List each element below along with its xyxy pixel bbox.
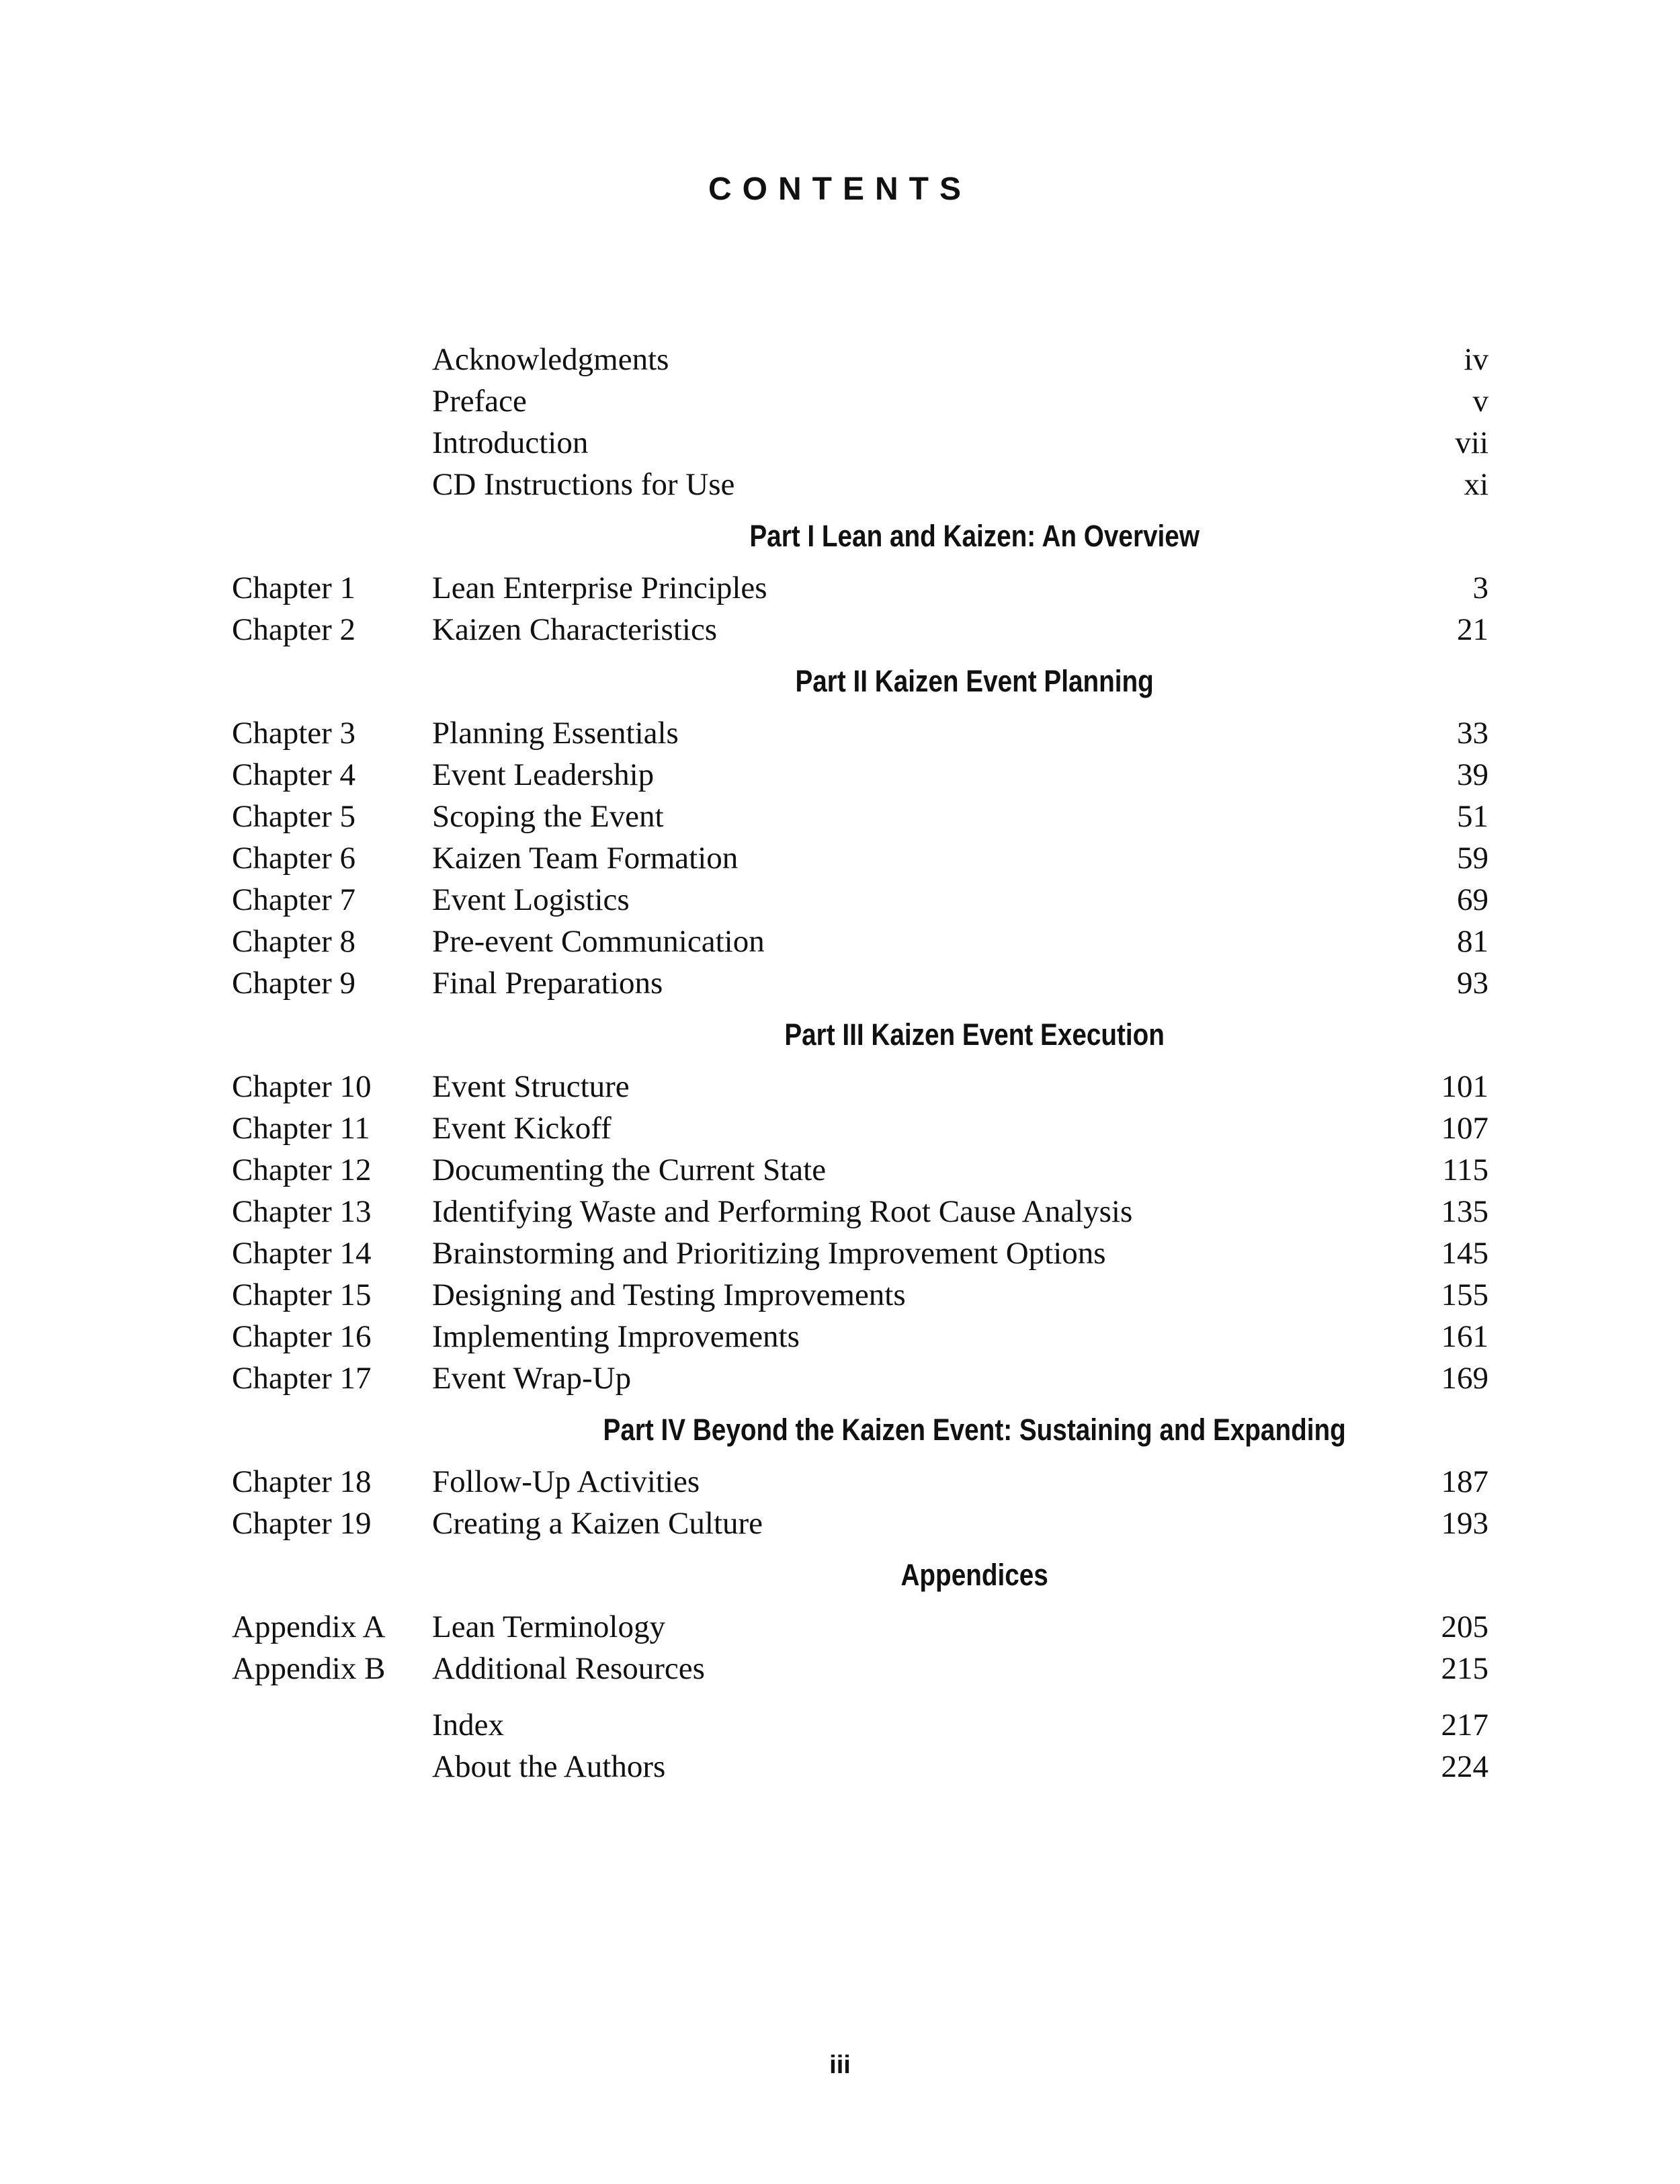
- entry-page-number: 224: [1441, 1749, 1488, 1784]
- entry-title: Follow-Up Activities: [432, 1464, 700, 1499]
- entry-title: CD Instructions for Use: [432, 467, 735, 502]
- part-heading-1: Part I Lean and Kaizen: An Overview: [749, 519, 1200, 553]
- entry-title: Lean Terminology: [432, 1609, 665, 1644]
- entry-page-number: 217: [1441, 1708, 1488, 1742]
- toc-entry-acknowledgments[interactable]: [232, 339, 1488, 380]
- toc-entry-chapter-15[interactable]: [232, 1274, 1488, 1316]
- entry-page-number: xi: [1464, 467, 1488, 502]
- entry-page-number: 193: [1441, 1506, 1488, 1541]
- entry-title: Brainstorming and Prioritizing Improvement Options: [432, 1236, 1106, 1271]
- toc-entry-chapter-6[interactable]: [232, 837, 1488, 879]
- part-heading-3: Part III Kaizen Event Execution: [784, 1017, 1165, 1052]
- entry-page-number: 21: [1457, 612, 1488, 647]
- entry-label: Chapter 3: [232, 716, 356, 751]
- entry-title: Creating a Kaizen Culture: [432, 1506, 763, 1541]
- entry-page-number: 161: [1441, 1319, 1488, 1354]
- entry-page-number: 215: [1441, 1651, 1488, 1686]
- part-heading-4: Part IV Beyond the Kaizen Event: Sustaining and Expanding: [603, 1413, 1346, 1447]
- toc-entry-chapter-17[interactable]: [232, 1357, 1488, 1399]
- toc-entry-chapter-13[interactable]: [232, 1191, 1488, 1232]
- toc-entry-chapter-10[interactable]: [232, 1066, 1488, 1107]
- entry-title: Preface: [432, 384, 527, 419]
- entry-title: Documenting the Current State: [432, 1152, 827, 1187]
- toc-entry-chapter-18[interactable]: [232, 1461, 1488, 1503]
- entry-title: Acknowledgments: [432, 342, 669, 377]
- entry-page-number: vii: [1455, 425, 1488, 460]
- page-number-footer: iii: [829, 2051, 851, 2079]
- entry-title: Event Structure: [432, 1069, 630, 1104]
- entry-label: Chapter 10: [232, 1069, 372, 1104]
- entry-label: Chapter 17: [232, 1361, 372, 1396]
- part-heading-appendices: Appendices: [900, 1558, 1048, 1592]
- entry-page-number: 81: [1457, 924, 1488, 959]
- entry-title: Final Preparations: [432, 966, 663, 1001]
- entry-label: Chapter 5: [232, 799, 356, 834]
- entry-title: Introduction: [432, 425, 589, 460]
- section-spacer: [232, 1689, 1488, 1704]
- toc-entry-chapter-8[interactable]: [232, 921, 1488, 962]
- entry-title: Pre-event Communication: [432, 924, 765, 959]
- entry-title: About the Authors: [432, 1749, 666, 1784]
- entry-page-number: 115: [1442, 1152, 1488, 1187]
- entry-label: Appendix A: [232, 1609, 386, 1644]
- toc-entry-cd-instructions[interactable]: [232, 464, 1488, 505]
- entry-title: Implementing Improvements: [432, 1319, 800, 1354]
- entry-page-number: 39: [1457, 757, 1488, 792]
- toc-entry-chapter-2[interactable]: [232, 609, 1488, 650]
- entry-title: Event Kickoff: [432, 1111, 612, 1146]
- entry-page-number: 51: [1457, 799, 1488, 834]
- toc-entry-introduction[interactable]: [232, 422, 1488, 464]
- entry-label: Appendix B: [232, 1651, 386, 1686]
- entry-page-number: 187: [1441, 1464, 1488, 1499]
- entry-page-number: 155: [1441, 1277, 1488, 1312]
- entry-title: Designing and Testing Improvements: [432, 1277, 906, 1312]
- entry-label: Chapter 13: [232, 1194, 372, 1229]
- entry-page-number: 169: [1441, 1361, 1488, 1396]
- entry-page-number: 101: [1441, 1069, 1488, 1104]
- entry-label: Chapter 8: [232, 924, 356, 959]
- entry-label: Chapter 16: [232, 1319, 372, 1354]
- entry-title: Event Logistics: [432, 882, 630, 917]
- entry-label: Chapter 7: [232, 882, 356, 917]
- entry-label: Chapter 1: [232, 571, 356, 605]
- toc-entry-chapter-12[interactable]: [232, 1149, 1488, 1191]
- entry-title: Event Leadership: [432, 757, 655, 792]
- part-heading-2: Part II Kaizen Event Planning: [795, 664, 1154, 698]
- toc-entry-chapter-5[interactable]: [232, 796, 1488, 837]
- toc-entry-chapter-3[interactable]: [232, 712, 1488, 754]
- toc-entry-preface[interactable]: [232, 380, 1488, 422]
- toc-entry-chapter-4[interactable]: [232, 754, 1488, 796]
- entry-label: Chapter 12: [232, 1152, 372, 1187]
- entry-label: Chapter 15: [232, 1277, 372, 1312]
- entry-title: Scoping the Event: [432, 799, 664, 834]
- entry-title: Event Wrap-Up: [432, 1361, 632, 1396]
- entry-label: Chapter 9: [232, 966, 356, 1001]
- toc-entry-chapter-9[interactable]: [232, 962, 1488, 1004]
- entry-title: Additional Resources: [432, 1651, 705, 1686]
- entry-label: Chapter 2: [232, 612, 356, 647]
- entry-page-number: iv: [1464, 342, 1488, 377]
- entry-page-number: 93: [1457, 966, 1488, 1001]
- entry-title: Index: [432, 1708, 505, 1742]
- entry-page-number: 3: [1472, 571, 1488, 605]
- entry-page-number: 69: [1457, 882, 1488, 917]
- entry-label: Chapter 18: [232, 1464, 372, 1499]
- entry-title: Kaizen Team Formation: [432, 841, 739, 876]
- entry-title: Identifying Waste and Performing Root Cause Analysis: [432, 1194, 1133, 1229]
- entry-page-number: 205: [1441, 1609, 1488, 1644]
- entry-page-number: 145: [1441, 1236, 1488, 1271]
- entry-label: Chapter 19: [232, 1506, 372, 1541]
- toc-entry-chapter-11[interactable]: [232, 1107, 1488, 1149]
- toc-entry-appendix-a[interactable]: [232, 1606, 1488, 1648]
- entry-label: Chapter 6: [232, 841, 356, 876]
- entry-page-number: 135: [1441, 1194, 1488, 1229]
- toc-entry-index[interactable]: [232, 1704, 1488, 1746]
- entry-page-number: 107: [1441, 1111, 1488, 1146]
- table-of-contents: [232, 339, 1488, 1788]
- page-title: CONTENTS: [708, 171, 972, 207]
- entry-label: Chapter 11: [232, 1111, 370, 1146]
- entry-page-number: v: [1472, 384, 1488, 419]
- toc-entry-chapter-16[interactable]: [232, 1316, 1488, 1357]
- entry-title: Planning Essentials: [432, 716, 679, 751]
- toc-entry-about-authors[interactable]: [232, 1746, 1488, 1788]
- toc-entry-chapter-1[interactable]: [232, 567, 1488, 609]
- toc-entry-chapter-7[interactable]: [232, 879, 1488, 921]
- entry-page-number: 59: [1457, 841, 1488, 876]
- entry-title: Kaizen Characteristics: [432, 612, 718, 647]
- toc-entry-appendix-b[interactable]: [232, 1648, 1488, 1689]
- toc-entry-chapter-19[interactable]: [232, 1503, 1488, 1544]
- entry-title: Lean Enterprise Principles: [432, 571, 767, 605]
- entry-page-number: 33: [1457, 716, 1488, 751]
- toc-entry-chapter-14[interactable]: [232, 1232, 1488, 1274]
- entry-label: Chapter 14: [232, 1236, 372, 1271]
- entry-label: Chapter 4: [232, 757, 356, 792]
